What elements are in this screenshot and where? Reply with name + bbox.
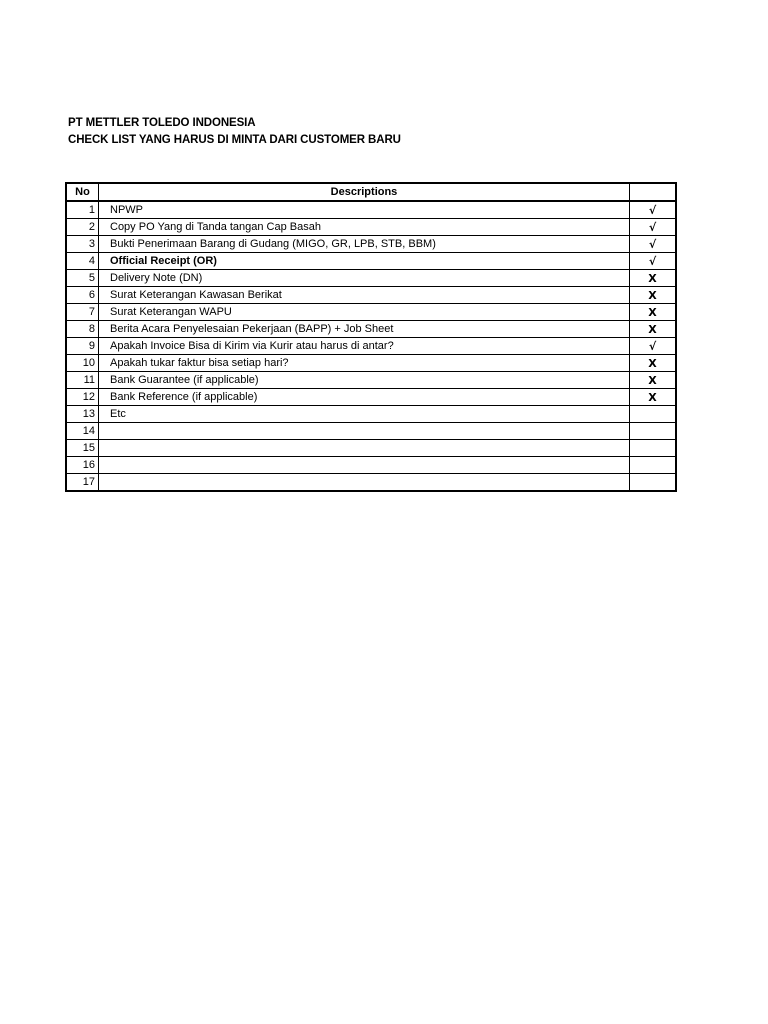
row-description: Surat Keterangan WAPU [99, 304, 630, 321]
cross-mark: X [630, 304, 677, 321]
row-status [630, 423, 677, 440]
company-name: PT METTLER TOLEDO INDONESIA [68, 117, 256, 129]
row-number: 6 [66, 287, 99, 304]
check-mark: √ [630, 338, 677, 355]
row-description: Bank Reference (if applicable) [99, 389, 630, 406]
row-description: Bukti Penerimaan Barang di Gudang (MIGO, GR, LPB, STB, BBM) [99, 236, 630, 253]
table-row [66, 474, 676, 492]
table-row [66, 372, 676, 389]
row-number: 10 [66, 355, 99, 372]
checklist-body [66, 201, 676, 491]
row-status [630, 406, 677, 423]
table-row [66, 219, 676, 236]
cross-mark: X [630, 321, 677, 338]
cross-mark: X [630, 389, 677, 406]
column-header-check [630, 183, 677, 201]
document-title: CHECK LIST YANG HARUS DI MINTA DARI CUSTOMER BARU [68, 134, 401, 146]
table-row [66, 270, 676, 287]
check-mark: √ [630, 253, 677, 270]
row-status [630, 457, 677, 474]
checklist-table [65, 182, 677, 492]
row-description: Apakah tukar faktur bisa setiap hari? [99, 355, 630, 372]
table-header-row [66, 183, 676, 201]
row-number: 11 [66, 372, 99, 389]
table-row [66, 287, 676, 304]
row-description: Bank Guarantee (if applicable) [99, 372, 630, 389]
document-header [68, 115, 401, 149]
row-description: Surat Keterangan Kawasan Berikat [99, 287, 630, 304]
table-row [66, 338, 676, 355]
row-number: 3 [66, 236, 99, 253]
row-description: Berita Acara Penyelesaian Pekerjaan (BAPP) + Job Sheet [99, 321, 630, 338]
row-description [99, 423, 630, 440]
row-number: 16 [66, 457, 99, 474]
table-row [66, 406, 676, 423]
cross-mark: X [630, 270, 677, 287]
row-description: Official Receipt (OR) [99, 253, 630, 270]
check-mark: √ [630, 236, 677, 253]
cross-mark: X [630, 287, 677, 304]
row-number: 7 [66, 304, 99, 321]
check-mark: √ [630, 219, 677, 236]
column-header-no: No [66, 183, 99, 201]
table-row [66, 423, 676, 440]
table-row [66, 457, 676, 474]
row-number: 12 [66, 389, 99, 406]
cross-mark: X [630, 355, 677, 372]
check-mark: √ [630, 201, 677, 219]
table-row [66, 355, 676, 372]
row-number: 5 [66, 270, 99, 287]
row-number: 13 [66, 406, 99, 423]
row-description: Delivery Note (DN) [99, 270, 630, 287]
row-description [99, 440, 630, 457]
row-number: 15 [66, 440, 99, 457]
table-row [66, 201, 676, 219]
row-description: Copy PO Yang di Tanda tangan Cap Basah [99, 219, 630, 236]
row-description: NPWP [99, 201, 630, 219]
row-number: 17 [66, 474, 99, 492]
row-description [99, 457, 630, 474]
table-row [66, 321, 676, 338]
column-header-descriptions: Descriptions [99, 183, 630, 201]
cross-mark: X [630, 372, 677, 389]
table-row [66, 253, 676, 270]
row-number: 4 [66, 253, 99, 270]
table-row [66, 389, 676, 406]
table-row [66, 304, 676, 321]
table-row [66, 440, 676, 457]
row-number: 8 [66, 321, 99, 338]
row-description: Etc [99, 406, 630, 423]
row-description [99, 474, 630, 492]
row-number: 9 [66, 338, 99, 355]
row-number: 1 [66, 201, 99, 219]
row-description: Apakah Invoice Bisa di Kirim via Kurir atau harus di antar? [99, 338, 630, 355]
row-status [630, 440, 677, 457]
row-number: 2 [66, 219, 99, 236]
row-status [630, 474, 677, 492]
table-row [66, 236, 676, 253]
row-number: 14 [66, 423, 99, 440]
